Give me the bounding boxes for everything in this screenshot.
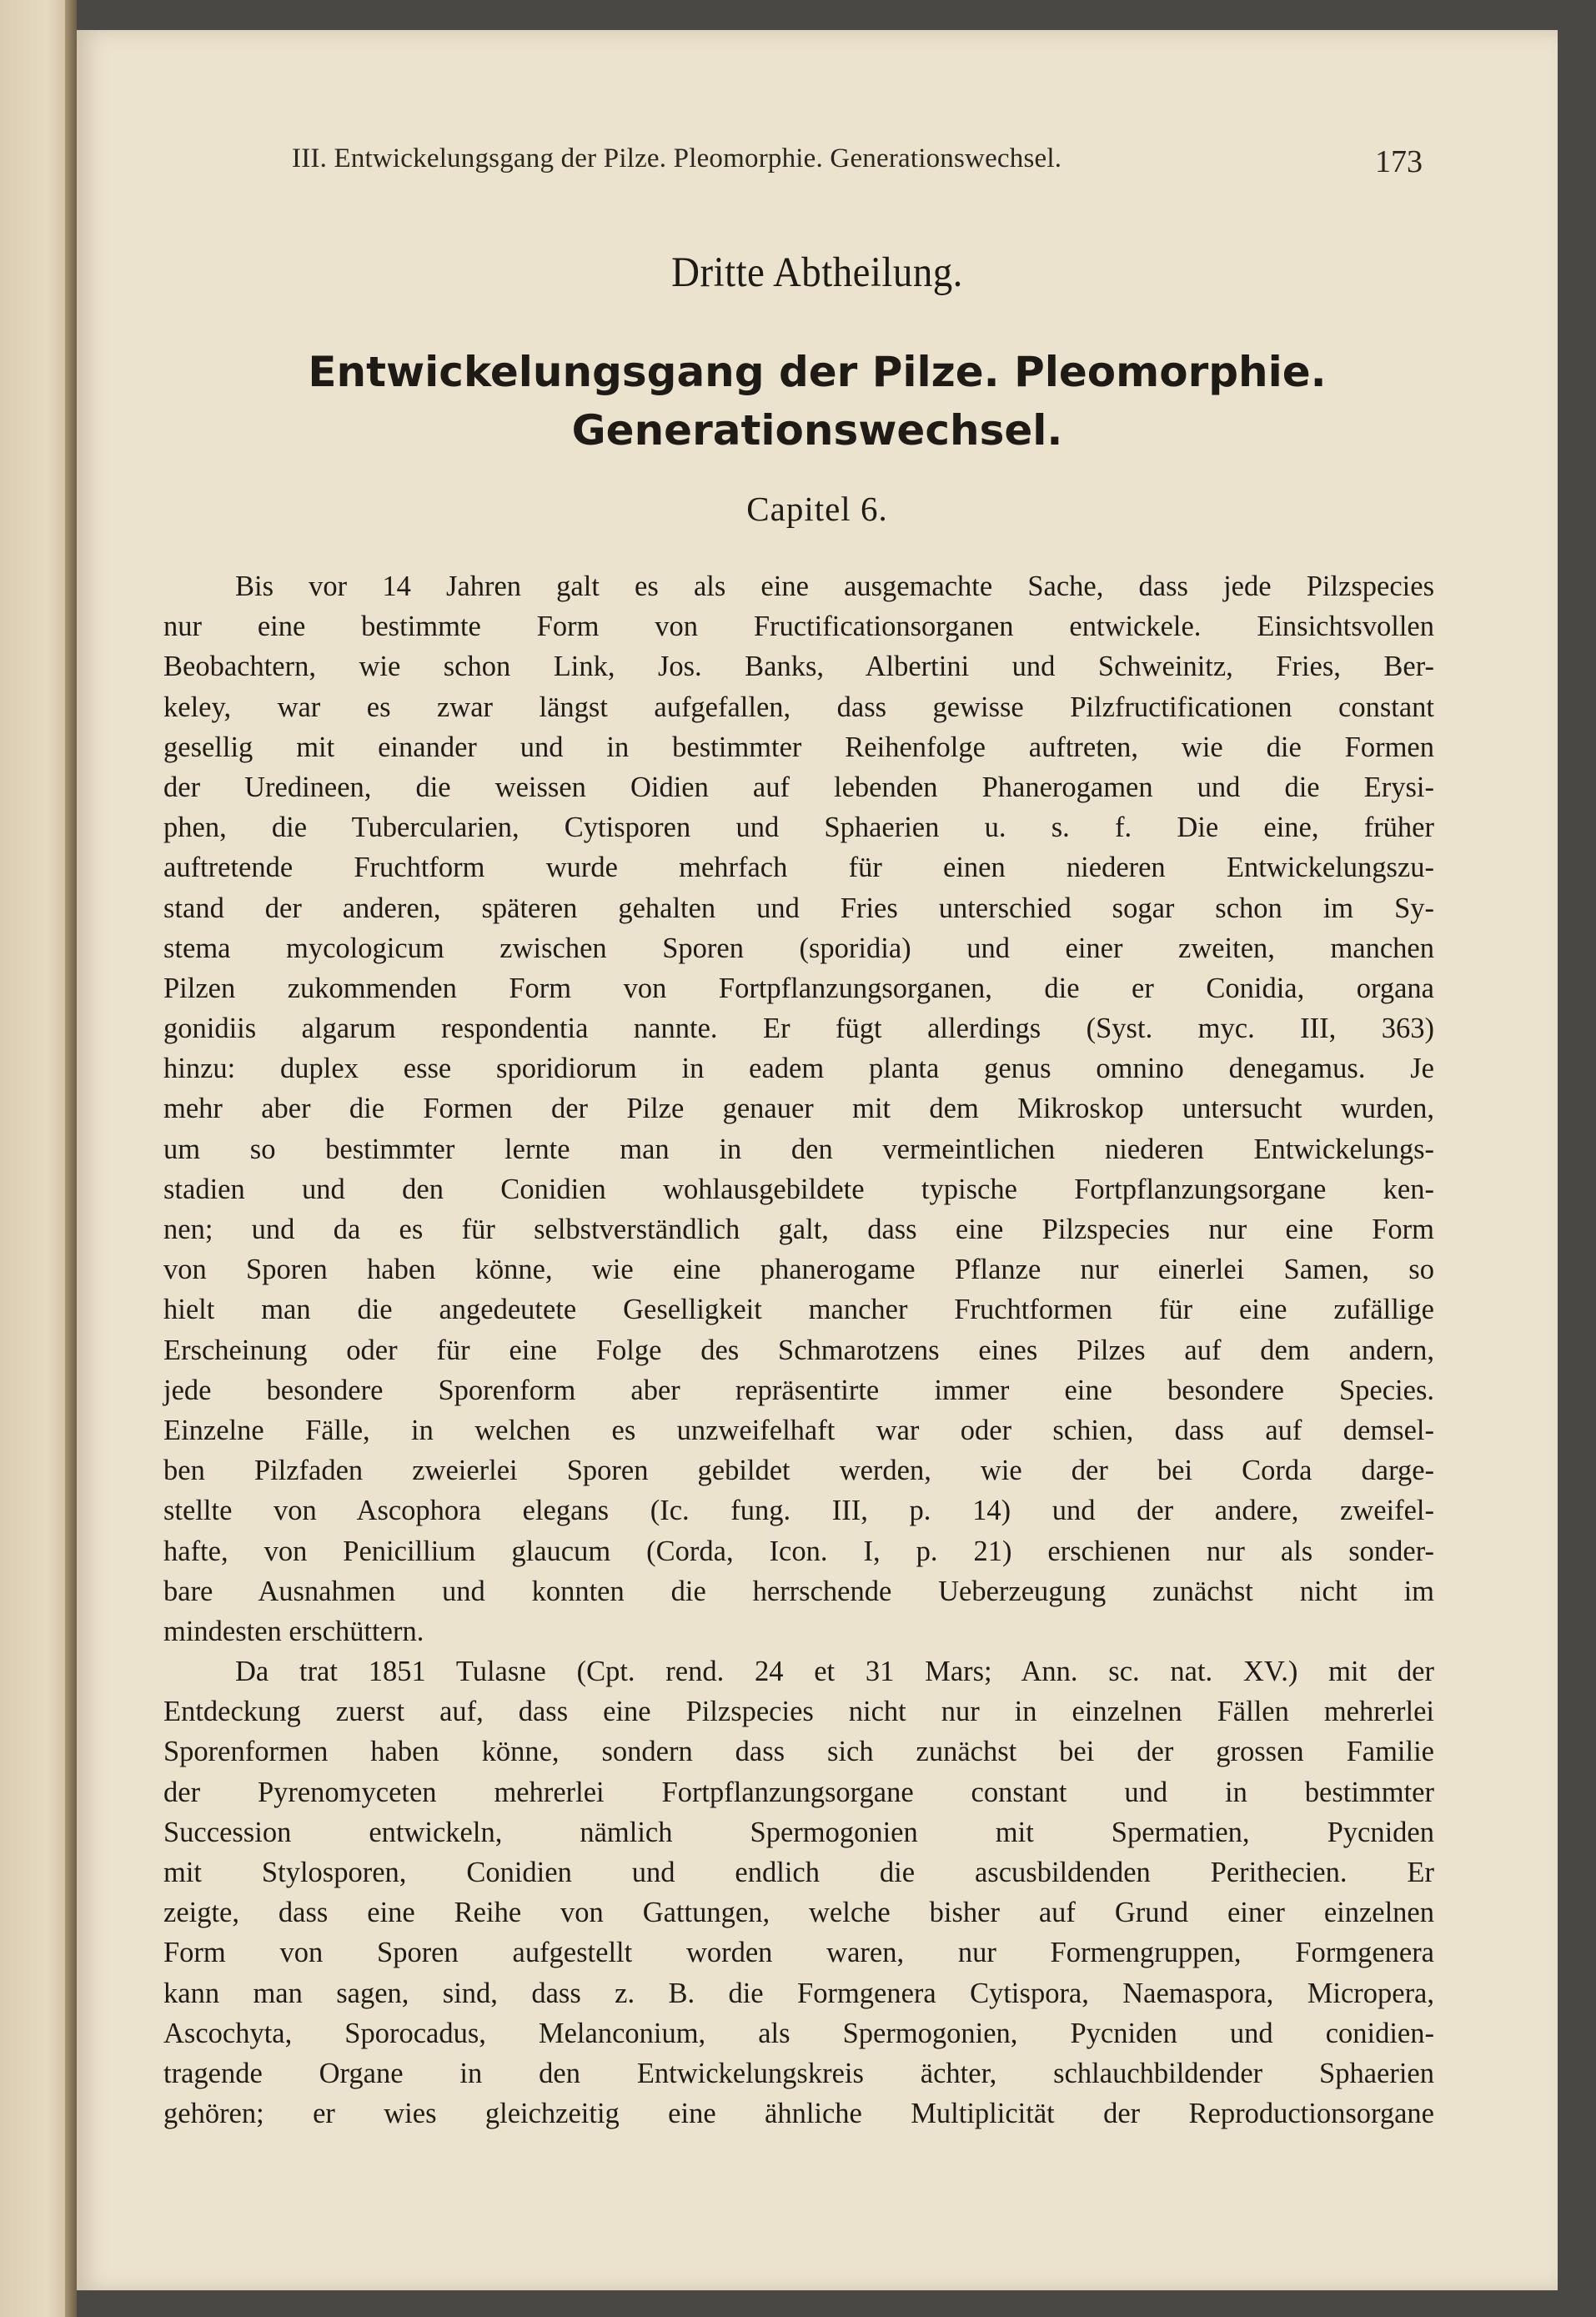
text-line: Da trat 1851 Tulasne (Cpt. rend. 24 et 31 Mars; Ann. sc. nat. XV.) mit der <box>235 1656 1434 1688</box>
text-line: phen, die Tubercularien, Cytisporen und Sphaerien u. s. f. Die eine, früher <box>163 812 1434 844</box>
text-line: Bis vor 14 Jahren galt es als eine ausgemachte Sache, dass jede Pilzspecies <box>235 570 1434 602</box>
text-line: mehr aber die Formen der Pilze genauer mit dem Mikroskop untersucht wurden, <box>163 1093 1434 1125</box>
text-line: Pilzen zukommenden Form von Fortpflanzungsorganen, die er Conidia, organa <box>163 972 1434 1004</box>
text-line: Beobachtern, wie schon Link, Jos. Banks, Albertini und Schweinitz, Fries, Ber- <box>163 651 1434 683</box>
text-line: zeigte, dass eine Reihe von Gattungen, welche bisher auf Grund einer einzelnen <box>163 1897 1434 1929</box>
text-line: Erscheinung oder für eine Folge des Schmarotzens eines Pilzes auf dem andern, <box>163 1334 1434 1366</box>
text-line: Succession entwickeln, nämlich Spermogonien mit Spermatien, Pycniden <box>163 1816 1434 1848</box>
book-page <box>77 30 1558 2290</box>
text-line: hinzu: duplex esse sporidiorum in eadem planta genus omnino denegamus. Je <box>163 1053 1434 1085</box>
running-title: III. Entwickelungsgang der Pilze. Pleomorphie. Generationswechsel. <box>292 143 1062 173</box>
section-title <box>77 343 1558 460</box>
text-line: Einzelne Fälle, in welchen es unzweifelhaft war oder schien, dass auf demsel- <box>163 1414 1434 1446</box>
text-line: nen; und da es für selbstverständlich galt, dass eine Pilzspecies nur eine Form <box>163 1214 1434 1245</box>
text-line: stand der anderen, späteren gehalten und Fries unterschied sogar schon im Sy- <box>163 892 1434 924</box>
division-heading: Dritte Abtheilung. <box>671 249 963 296</box>
text-line: um so bestimmter lernte man in den vermeintlichen niederen Entwickelungs- <box>163 1133 1434 1165</box>
body-text <box>163 566 1434 2134</box>
text-line: gehören; er wies gleichzeitig eine ähnliche Multiplicität der Reproductionsorgane <box>163 2098 1434 2130</box>
text-line: Form von Sporen aufgestellt worden waren, nur Formengruppen, Formgenera <box>163 1937 1434 1969</box>
text-line: von Sporen haben könne, wie eine phanerogame Pflanze nur einerlei Samen, so <box>163 1254 1434 1286</box>
text-line: der Pyrenomyceten mehrerlei Fortpflanzungsorgane constant und in bestimmter <box>163 1776 1434 1808</box>
text-line: gonidiis algarum respondentia nannte. Er fügt allerdings (Syst. myc. III, 363) <box>163 1013 1434 1045</box>
text-line: auftretende Fruchtform wurde mehrfach für einen niederen Entwickelungszu- <box>163 852 1434 884</box>
text-line: nur eine bestimmte Form von Fructificationsorganen entwickele. Einsichtsvollen <box>163 611 1434 643</box>
chapter-heading: Capitel 6. <box>746 490 888 528</box>
text-line: keley, war es zwar längst aufgefallen, dass gewisse Pilzfructificationen constant <box>163 691 1434 723</box>
page-number: 173 <box>1375 144 1423 179</box>
text-line: stadien und den Conidien wohlausgebildete typische Fortpflanzungsorgane ken- <box>163 1173 1434 1205</box>
text-line: der Uredineen, die weissen Oidien auf lebenden Phanerogamen und die Erysi- <box>163 771 1434 803</box>
gutter-shadow <box>65 0 77 2317</box>
text-line: hafte, von Penicillium glaucum (Corda, Icon. I, p. 21) erschienen nur als sonder- <box>163 1535 1434 1567</box>
text-line: kann man sagen, sind, dass z. B. die Formgenera Cytispora, Naemaspora, Micropera, <box>163 1977 1434 2009</box>
text-line: tragende Organe in den Entwickelungskreis ächter, schlauchbildender Sphaerien <box>163 2057 1434 2089</box>
text-line: gesellig mit einander und in bestimmter Reihenfolge auftreten, wie die Formen <box>163 731 1434 763</box>
title-line: Generationswechsel. <box>571 406 1063 455</box>
text-line: stema mycologicum zwischen Sporen (sporidia) und einer zweiten, manchen <box>163 932 1434 964</box>
text-line: jede besondere Sporenform aber repräsentirte immer eine besondere Species. <box>163 1374 1434 1406</box>
text-line: mit Stylosporen, Conidien und endlich die ascusbildenden Perithecien. Er <box>163 1857 1434 1888</box>
text-line: hielt man die angedeutete Geselligkeit mancher Fruchtformen für eine zufällige <box>163 1294 1434 1326</box>
text-line: Entdeckung zuerst auf, dass eine Pilzspecies nicht nur in einzelnen Fällen mehrerlei <box>163 1696 1434 1728</box>
title-line: Entwickelungsgang der Pilze. Pleomorphie. <box>308 348 1327 396</box>
running-header <box>292 143 1423 180</box>
text-line: Sporenformen haben könne, sondern dass sich zunächst bei der grossen Familie <box>163 1736 1434 1768</box>
text-line: bare Ausnahmen und konnten die herrschende Ueberzeugung zunächst nicht im <box>163 1575 1434 1607</box>
text-line: mindesten erschüttern. <box>163 1615 424 1647</box>
text-line: Ascochyta, Sporocadus, Melanconium, als Spermogonien, Pycniden und conidien- <box>163 2017 1434 2049</box>
text-line: stellte von Ascophora elegans (Ic. fung. III, p. 14) und der andere, zweifel- <box>163 1495 1434 1527</box>
text-line: ben Pilzfaden zweierlei Sporen gebildet werden, wie der bei Corda darge- <box>163 1455 1434 1487</box>
